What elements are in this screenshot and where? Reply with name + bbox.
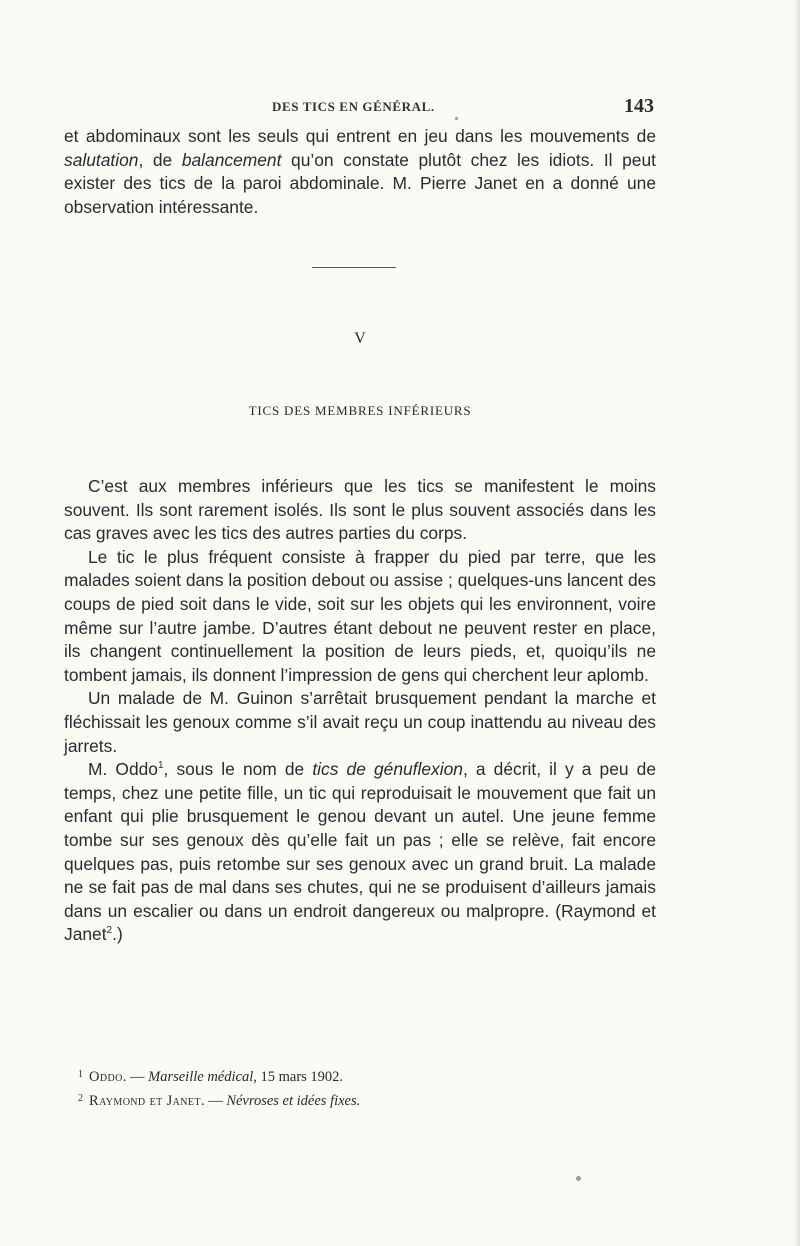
- page-edge: [794, 0, 800, 1246]
- section-title: TICS DES MEMBRES INFÉRIEURS: [248, 403, 472, 418]
- paper-speck: [576, 1176, 581, 1181]
- footnote-work: Marseille médical,: [148, 1069, 257, 1085]
- footnote-mark: 2: [78, 1093, 83, 1104]
- section-divider: [312, 267, 396, 268]
- paragraph-text: M. Oddo: [88, 759, 158, 780]
- paragraph-text: qu’on constate plutôt chez les idiots. Il peut exister des tics de la paroi abdominale. M. Pierre Janet en a donné une observation intéressante.: [64, 149, 656, 217]
- footnote: [78, 1088, 638, 1112]
- footnote-work: Névroses et idées fixes.: [226, 1093, 361, 1109]
- italic-term-balancement: balancement: [181, 149, 282, 170]
- running-title: DES TICS EN GÉNÉRAL.: [272, 99, 435, 114]
- footnote-details: 15 mars 1902.: [256, 1069, 344, 1085]
- page-number: 143: [624, 95, 654, 117]
- italic-term-genuflexion: tics de génuflexion: [312, 759, 463, 780]
- footnote-mark: 1: [78, 1069, 83, 1080]
- footnotes: [78, 1064, 638, 1112]
- footnote-reference: 2: [106, 925, 113, 937]
- paragraph-text: , de: [138, 149, 182, 170]
- footnote: [78, 1064, 638, 1088]
- paragraph: C’est aux membres inférieurs que les tics se manifestent le moins souvent. Ils sont rarement isolés. Ils sont le plus souvent associés dans les cas graves avec les tics des autres parties du corps.: [64, 476, 656, 544]
- running-head: [64, 95, 656, 121]
- section-body: [64, 475, 656, 947]
- footnote-separator: . —: [122, 1069, 149, 1085]
- paragraph-text: , sous le nom de: [163, 759, 313, 780]
- paragraph-continuation: [64, 125, 656, 219]
- paper-speck: [455, 117, 458, 120]
- paragraph: Un malade de M. Guinon s’arrêtait brusquement pendant la marche et fléchissait les genoux comme s’il avait reçu un coup inattendu au niveau des jarrets.: [64, 688, 656, 756]
- footnote-author: Raymond et Janet: [89, 1093, 201, 1109]
- footnote-author: Oddo: [89, 1069, 123, 1085]
- paragraph: Le tic le plus fréquent consiste à frapper du pied par terre, que les malades soient dans la position debout ou assise ; quelques-uns lancent des coups de pied soit dans le vide, soit sur les objets qui les environnent, voire même sur l’autre jambe. D’autres étant debout ne peuvent rester en place, ils changent continuellement la position de leurs pieds, et, quoiqu’ils ne tombent jamais, ils donnent l’impression de gens qui cherchent leur aplomb.: [64, 546, 656, 685]
- italic-term-salutation: salutation: [64, 149, 139, 170]
- paragraph-text: et abdominaux sont les seuls qui entrent en jeu dans les mouvements de: [64, 126, 656, 146]
- footnote-reference: 1: [157, 760, 164, 772]
- opening-text: [64, 125, 656, 219]
- paragraph: [64, 758, 656, 947]
- paragraph-text: , a décrit, il y a peu de temps, chez une petite fille, un tic qui reproduisait le mouvement que fait un enfant qui plie brusquement le genou devant un autel. Une jeune femme tombe sur ses genoux dès qu’elle fait un pas ; elle se relève, fait encore quelques pas, puis retombe sur ses genoux avec un grand bruit. La malade ne se fait pas de mal dans ses chutes, qui ne se produisent d’ailleurs jamais dans un escalier ou dans un endroit dangereux ou malpropre. (Raymond et Janet: [64, 759, 656, 945]
- paragraph-text: .): [112, 924, 123, 945]
- footnote-separator: . —: [200, 1093, 227, 1109]
- section-number: V: [354, 330, 366, 347]
